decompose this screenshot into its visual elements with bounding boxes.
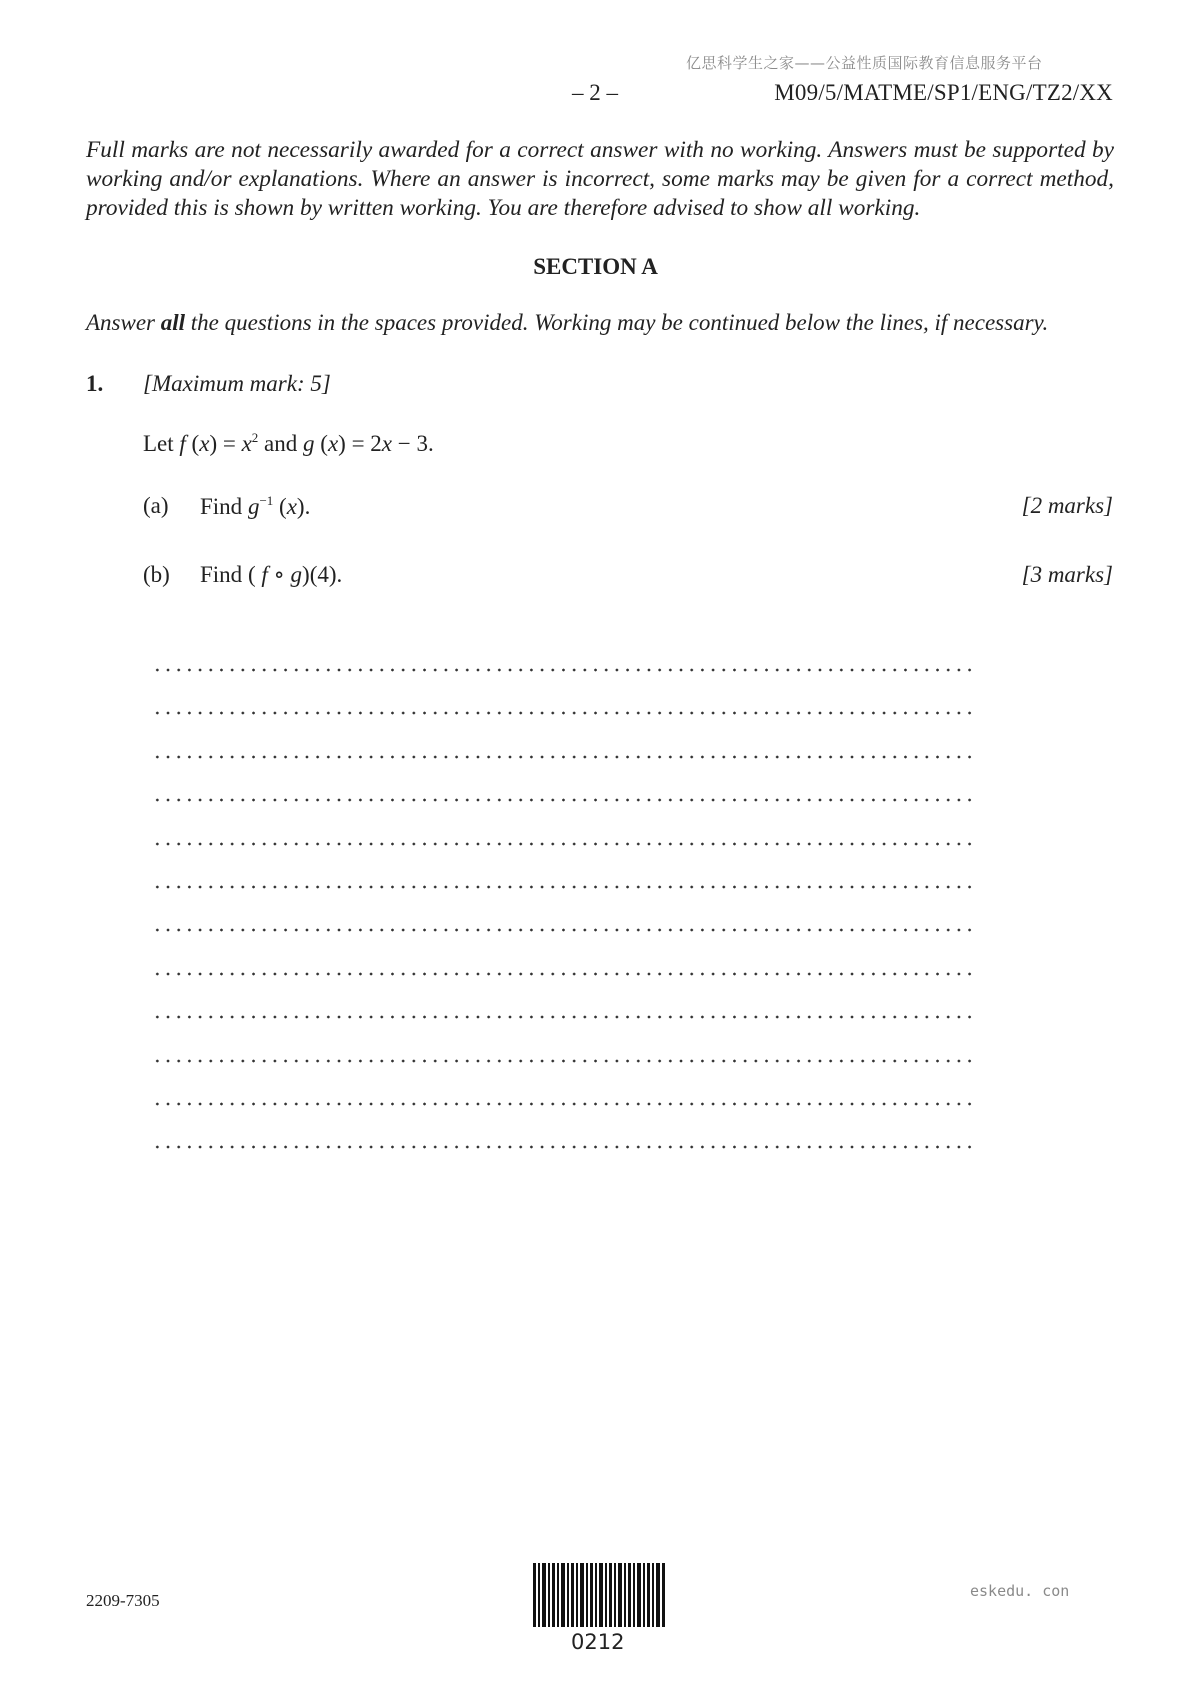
- part-b-label: (b): [143, 562, 170, 587]
- part-b-text: [200, 562, 342, 588]
- answer-line[interactable]: [152, 885, 972, 889]
- site-watermark: eskedu. con: [970, 1582, 1070, 1600]
- instructions-text: Full marks are not necessarily awarded for a correct answer with no working. Answers must be supported by working and/or explanations. Where an answer is incorrect, some marks may be given for a correct method, provided this is shown by written working. You are therefore advised to show all working.: [86, 137, 1114, 221]
- serial-number: 2209-7305: [86, 1591, 160, 1610]
- section-title: SECTION A: [533, 254, 658, 279]
- answer-line[interactable]: [152, 972, 972, 976]
- part-a-find: Find: [200, 494, 248, 519]
- part-b-formula: ( f ∘ g)(4).: [247, 562, 343, 587]
- answer-note-suffix: the questions in the spaces provided. Working may be continued below the lines, if necessary.: [185, 310, 1049, 335]
- let-word: Let: [143, 431, 180, 456]
- barcode-icon: [533, 1563, 667, 1627]
- answer-instructions: [86, 310, 1048, 336]
- question-statement: [143, 430, 434, 457]
- answer-line[interactable]: [152, 928, 972, 932]
- answer-line[interactable]: [152, 1102, 972, 1106]
- part-b-marks: [3 marks]: [1021, 562, 1113, 587]
- answer-line[interactable]: [152, 711, 972, 715]
- answer-note-prefix: Answer: [86, 310, 161, 335]
- answer-line[interactable]: [152, 1059, 972, 1063]
- answer-line[interactable]: [152, 755, 972, 759]
- part-b-find: Find: [200, 562, 248, 587]
- part-a-formula: $g^{-1}$ (x).: [247, 493, 311, 519]
- part-a-label: (a): [143, 493, 169, 518]
- answer-line[interactable]: [152, 798, 972, 802]
- watermark-text: 亿思科学生之家——公益性质国际教育信息服务平台: [686, 54, 1043, 72]
- formula-g: g (x) = 2x − 3.: [303, 431, 434, 456]
- question-number: 1.: [86, 371, 104, 396]
- answer-line[interactable]: [152, 668, 972, 672]
- maximum-mark: [Maximum mark: 5]: [143, 371, 331, 396]
- barcode-number: 0212: [571, 1630, 625, 1654]
- answer-line[interactable]: [152, 842, 972, 846]
- paper-code: M09/5/MATME/SP1/ENG/TZ2/XX: [774, 80, 1113, 105]
- answer-line[interactable]: [152, 1145, 972, 1149]
- formula-f: f $(x) = x^2$: [179, 430, 259, 456]
- answer-line[interactable]: [152, 1015, 972, 1019]
- part-a-text: [200, 493, 310, 520]
- answer-note-bold: all: [160, 310, 186, 335]
- and-word: and: [258, 431, 304, 456]
- page-number: – 2 –: [572, 80, 618, 105]
- part-a-marks: [2 marks]: [1021, 493, 1113, 518]
